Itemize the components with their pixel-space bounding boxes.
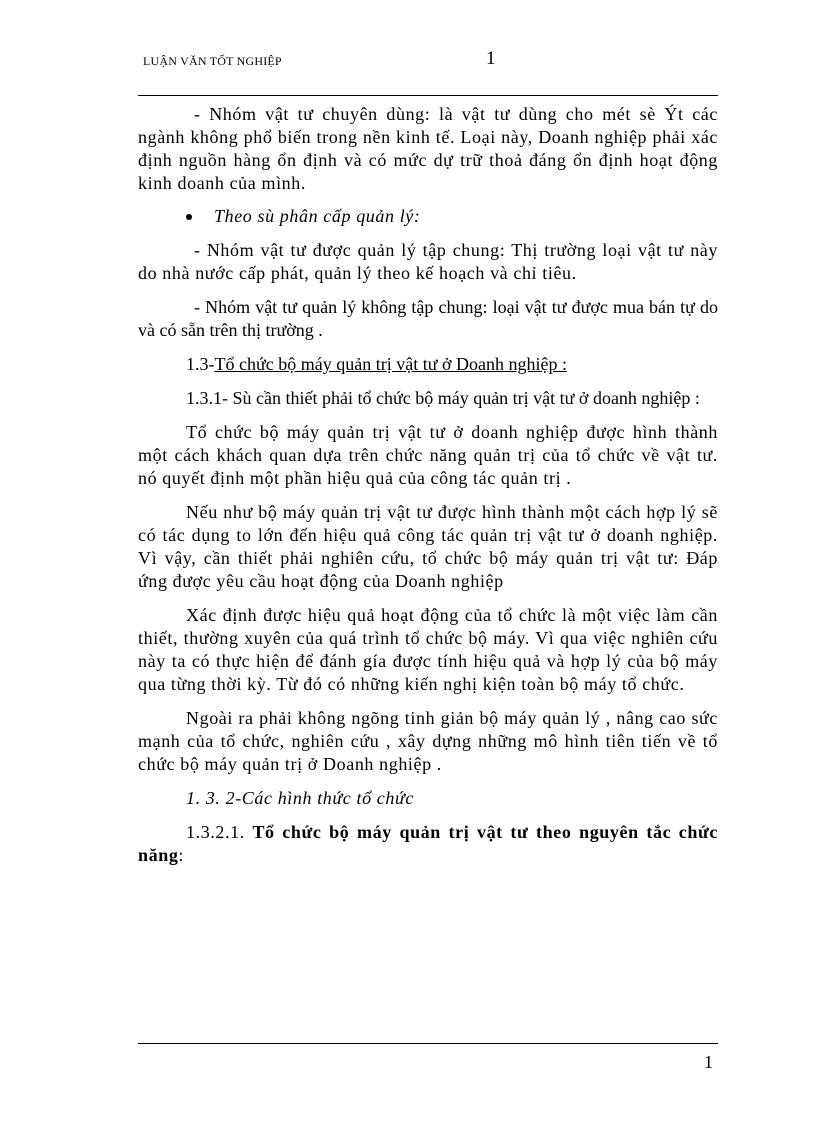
paragraph-specialized-materials: - Nhóm vật tư chuyên dùng: là vật tư dùng cho mét sè Ýt các ngành không phổ biến trong nền kinh tế. Loại này, Doanh nghiệp phải xác định nguồn hàng ổn định và có mức dự trữ thoả đáng ổn định hoạt động kinh doanh của mình.	[138, 104, 718, 193]
section-heading-1-3-2-1	[138, 821, 718, 867]
subsection-number: 1.3.2.1.	[186, 822, 253, 842]
footer-rule	[138, 1043, 718, 1044]
running-header-title: LUẬN VĂN TỐT NGHIỆP	[143, 54, 282, 68]
paragraph-efficiency: Xác định được hiệu quả hoạt động của tổ chức là một việc làm cần thiết, thường xuyên của quá trình tổ chức bộ máy. Vì qua việc nghiên cứu này ta có thực hiện để đánh gía được tính hiệu quả và hợp lý của bộ máy qua từng thời kỳ. Từ đó có những kiến nghị kiện toàn bộ máy tổ chức.	[138, 605, 718, 694]
section-number: 1.3-	[186, 354, 215, 374]
section-heading-1-3	[138, 353, 718, 376]
paragraph-centralized-materials: - Nhóm vật tư được quản lý tập chung: Thị trường loại vật tư này do nhà nước cấp phát, quản lý theo kế hoạch và chỉ tiêu.	[138, 240, 718, 283]
section-title: Tổ chức bộ máy quản trị vật tư ở Doanh nghiệp :	[214, 354, 567, 374]
section-heading-1-3-1: 1.3.1- Sù cần thiết phải tổ chức bộ máy quản trị vật tư ở doanh nghiệp :	[186, 388, 700, 408]
bullet-item	[138, 205, 718, 228]
paragraph-streamlining: Ngoài ra phải không ngõng tinh giản bộ máy quản lý , nâng cao sức mạnh của tổ chức, nghiên cứu , xây dựng những mô hình tiên tiến về tổ chức bộ máy quản trị ở Doanh nghiệp .	[138, 708, 718, 774]
bullet-text: Theo sù phân cấp quản lý:	[214, 206, 421, 226]
paragraph-organization: Tổ chức bộ máy quản trị vật tư ở doanh nghiệp được hình thành một cách khách quan dựa trên chức năng quản trị của tổ chức về vật tư. nó quyết định một phần hiệu quả của công tác quản trị .	[138, 422, 718, 488]
bullet-icon	[186, 214, 192, 220]
header-page-number: 1	[486, 48, 496, 69]
section-heading-1-3-2: 1. 3. 2-Các hình thức tổ chức	[186, 788, 414, 808]
paragraph-rational-structure: Nếu như bộ máy quản trị vật tư được hình thành một cách hợp lý sẽ có tác dụng to lớn đến hiệu quả công tác quản trị vật tư ở doanh nghiệp. Vì vậy, cần thiết phải nghiên cứu, tổ chức bộ máy quản trị vật tư: Đáp ứng được yêu cầu hoạt động của Doanh nghiệp	[138, 502, 718, 591]
subsection-title: Tổ chức bộ máy quản trị vật tư theo nguyên tắc chức năng	[138, 822, 718, 865]
footer-page-number: 1	[704, 1052, 713, 1072]
paragraph-decentralized-materials: - Nhóm vật tư quản lý không tập chung: loại vật tư được mua bán tự do và có sẵn trên thị trường .	[138, 297, 718, 340]
page-body	[138, 103, 718, 867]
header-rule	[138, 95, 718, 96]
subsection-colon: :	[178, 845, 185, 865]
